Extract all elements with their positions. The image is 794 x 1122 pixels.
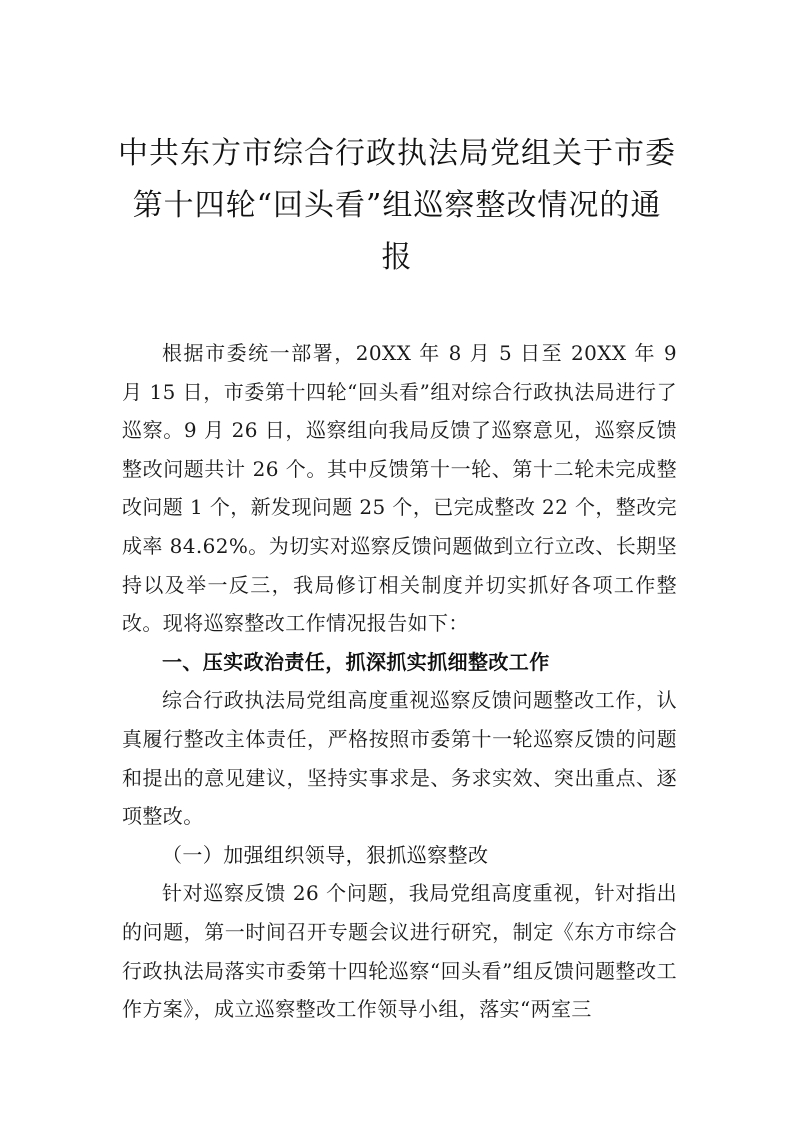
- title-line-3: 报: [381, 240, 413, 275]
- title-line-2: 第十四轮“回头看”组巡察整改情况的通: [132, 188, 662, 223]
- intro-paragraph: 根据市委统一部署，20XX 年 8 月 5 日至 20XX 年 9 月 15 日，市委第十四轮“回头看”组对综合行政执法局进行了巡察。9 月 26 日，巡察组向我局反馈了巡察意见，巡察反馈整改问题共计 26 个。其中反馈第十一轮、第十二轮未完成整改问题 1 个，新发现问题 25 个，已完成整改 22 个，整改完成率 84.62%。为切实对巡察反馈问题做到立行立改、长期坚持以及举一反三，我局修订相关制度并切实抓好各项工作整改。现将巡察整改工作情况报告如下：: [122, 341, 677, 636]
- title-line-1: 中共东方市综合行政执法局党组关于市委: [118, 136, 676, 171]
- section-1-paragraph: 综合行政执法局党组高度重视巡察反馈问题整改工作，认真履行整改主体责任，严格按照市委第十一轮巡察反馈的问题和提出的意见建议，坚持实事求是、务求实效、突出重点、逐项整改。: [122, 688, 677, 829]
- subsection-1-heading: （一）加强组织领导，狠抓巡察整改: [162, 842, 489, 867]
- document-title: [110, 128, 684, 284]
- subsection-1-paragraph: 针对巡察反馈 26 个问题，我局党组高度重视，针对指出的问题，第一时间召开专题会议进行研究，制定《东方市综合行政执法局落实市委第十四轮巡察“回头看”组反馈问题整改工作方案》，成立巡察整改工作领导小组，落实“两室三: [122, 881, 677, 1022]
- section-1-heading: 一、压实政治责任，抓深抓实抓细整改工作: [162, 649, 550, 674]
- document-body: [122, 334, 677, 1029]
